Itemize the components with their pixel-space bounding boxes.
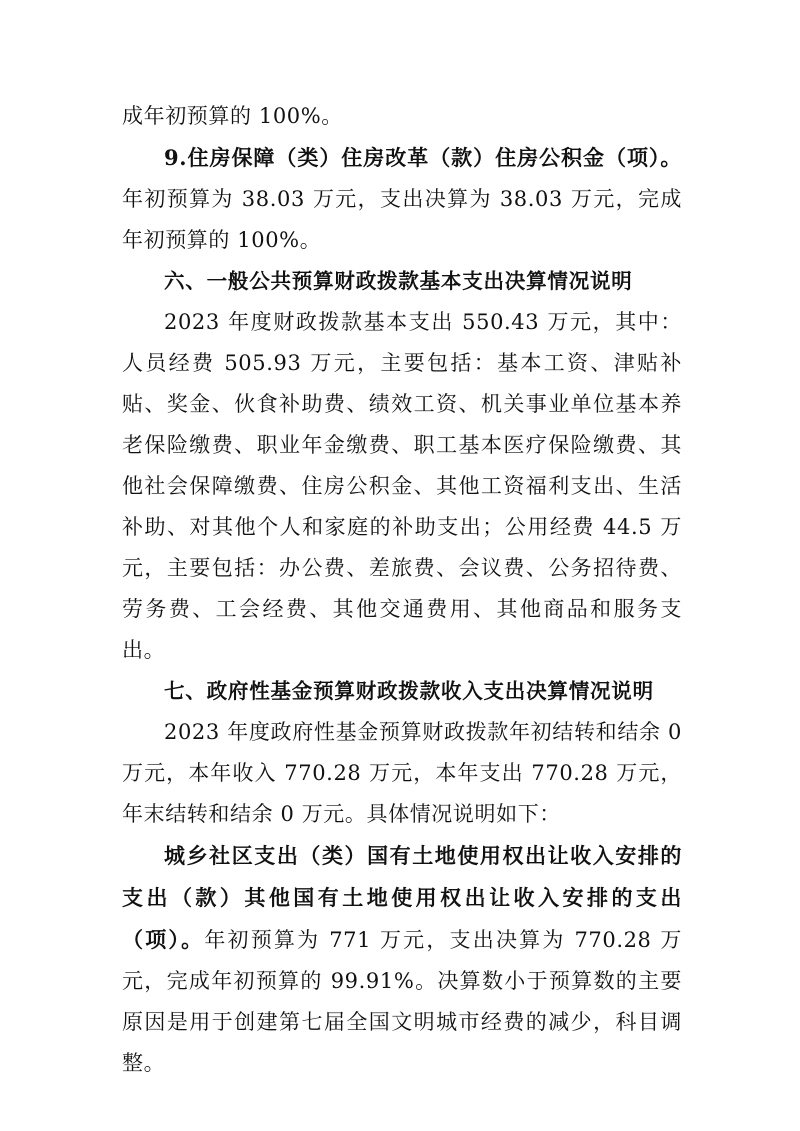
paragraph-fund-budget: 2023 年度政府性基金预算财政拨款年初结转和结余 0 万元，本年收入 770.28 万元，本年支出 770.28 万元，年末结转和结余 0 万元。具体情况说明如下： — [122, 720, 682, 826]
section-heading-7: 七、政府性基金预算财政拨款收入支出决算情况说明 — [164, 679, 654, 703]
item-body-housing-fund: 年初预算为 38.03 万元，支出决算为 38.03 万元，完成年初预算的 100%。 — [122, 187, 682, 252]
paragraph-land-use — [122, 835, 682, 1084]
paragraph-housing-fund — [122, 137, 682, 261]
item-body-land-use: 年初预算为 771 万元，支出决算为 770.28 万元，完成年初预算的 99.91%。决算数小于预算数的主要原因是用于创建第七届全国文明城市经费的减少，科目调整。 — [122, 928, 682, 1075]
document-body — [122, 96, 682, 1084]
item-title-land-use: 城乡社区支出（类）国有土地使用权出让收入安排的支出（款）其他国有土地使用权出让收入安排的支出（项）。 — [122, 843, 682, 952]
item-title-housing-fund: 9.住房保障（类）住房改革（款）住房公积金（项）。 — [164, 145, 682, 170]
paragraph-basic-expenditure: 2023 年度财政拨款基本支出 550.43 万元，其中：人员经费 505.93 万元，主要包括：基本工资、津贴补贴、奖金、伙食补助费、绩效工资、机关事业单位基本养老保险缴费、职业年金缴费、职工基本医疗保险缴费、其他社会保障缴费、住房公积金、其他工资福利支出、生活补助、对其他个人和家庭的补助支出；公用经费 44.5 万元，主要包括：办公费、差旅费、会议费、公务招待费、劳务费、工会经费、其他交通费用、其他商品和服务支出。 — [122, 310, 682, 662]
paragraph-continuation: 成年初预算的 100%。 — [122, 104, 343, 128]
section-heading-6: 六、一般公共预算财政拨款基本支出决算情况说明 — [164, 269, 633, 293]
